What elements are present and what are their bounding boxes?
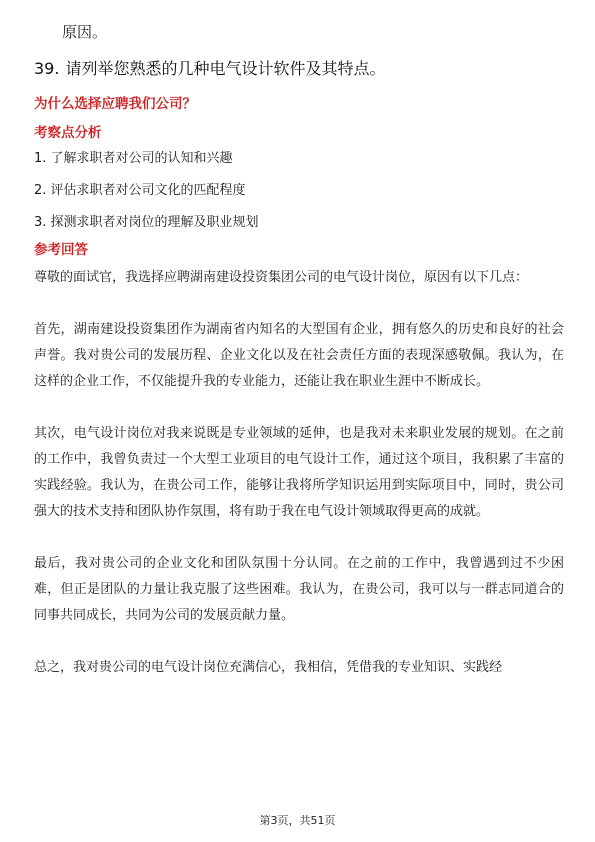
answer-paragraph: 首先，湖南建设投资集团作为湖南省内知名的大型国有企业，拥有悠久的历史和良好的社会声誉。我对贵公司的发展历程、企业文化以及在社会责任方面的表现深感敬佩。我认为，在这样的企业工作，不仅能提升我的专业能力，还能让我在职业生涯中不断成长。	[34, 322, 564, 389]
answer-heading: 参考回答	[34, 242, 88, 258]
page-footer: 第3页，共51页	[259, 814, 336, 827]
analysis-item: 1. 了解求职者对公司的认知和兴趣	[34, 151, 233, 166]
section-title: 为什么选择应聘我们公司？	[34, 96, 196, 112]
analysis-item: 2. 评估求职者对公司文化的匹配程度	[34, 183, 246, 198]
previous-answer-continuation: 原因。	[62, 23, 108, 41]
question-number: 39.	[34, 59, 60, 78]
answer-paragraph: 最后，我对贵公司的企业文化和团队氛围十分认同。在之前的工作中，我曾遇到过不少困难，但正是团队的力量让我克服了这些困难。我认为，在贵公司，我可以与一群志同道合的同事共同成长，共同为公司的发展贡献力量。	[34, 556, 564, 623]
answer-paragraph: 总之，我对贵公司的电气设计岗位充满信心，我相信，凭借我的专业知识、实践经	[34, 660, 503, 675]
answer-paragraph: 其次，电气设计岗位对我来说既是专业领域的延伸，也是我对未来职业发展的规划。在之前的工作中，我曾负责过一个大型工业项目的电气设计工作，通过这个项目，我积累了丰富的实践经验。我认为，在贵公司工作，能够让我将所学知识运用到实际项目中，同时，贵公司强大的技术支持和团队协作氛围，将有助于我在电气设计领域取得更高的成就。	[34, 426, 564, 519]
analysis-list	[34, 150, 259, 246]
question-heading	[34, 58, 385, 80]
answer-body	[34, 265, 564, 707]
analysis-heading: 考察点分析	[34, 125, 102, 141]
question-text: 请列举您熟悉的几种电气设计软件及其特点。	[65, 59, 386, 78]
answer-paragraph: 尊敬的面试官，我选择应聘湖南建设投资集团公司的电气设计岗位，原因有以下几点：	[34, 270, 529, 285]
analysis-item: 3. 探测求职者对岗位的理解及职业规划	[34, 215, 259, 230]
